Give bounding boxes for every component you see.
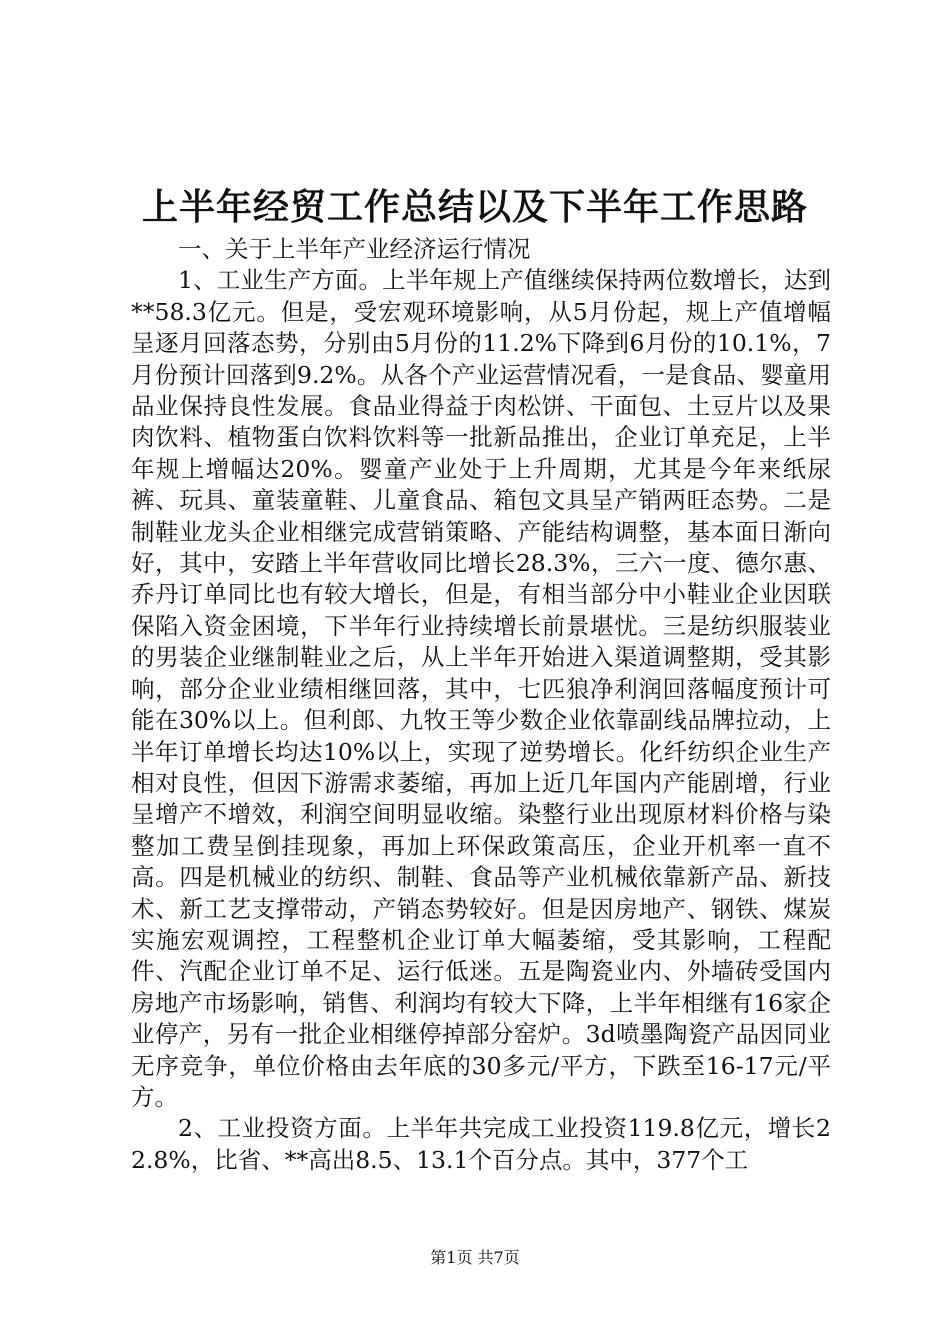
section-heading: 一、关于上半年产业经济运行情况: [178, 235, 531, 263]
paragraph-industrial-production: 1、工业生产方面。上半年规上产值继续保持两位数增长，达到**58.3亿元。但是，受宏观环境影响，从5月份起，规上产值增幅呈逐月回落态势，分别由5月份的11.2%下降到6月份的10.1%，7月份预计回落到9.2%。从各个产业运营情况看，一是食品、婴童用品业保持良性发展。食品业得益于肉松饼、干面包、土豆片以及果肉饮料、植物蛋白饮料饮料等一批新品推出，企业订单充足，上半年规上增幅达20%。婴童产业处于上升周期，尤其是今年来纸尿裤、玩具、童装童鞋、儿童食品、箱包文具呈产销两旺态势。二是制鞋业龙头企业相继完成营销策略、产能结构调整，基本面日渐向好，其中，安踏上半年营收同比增长28.3%，三六一度、德尔惠、乔丹订单同比也有较大增长，但是，有相当部分中小鞋业企业因联保陷入资金困境，下半年行业持续增长前景堪忧。三是纺织服装业的男装企业继制鞋业之后，从上半年开始进入渠道调整期，受其影响，部分企业业绩相继回落，其中，七匹狼净利润回落幅度预计可能在30%以上。但利郎、九牧王等少数企业依靠副线品牌拉动，上半年订单增长均达10%以上，实现了逆势增长。化纤纺织企业生产相对良性，但因下游需求萎缩，再加上近几年国内产能剧增，行业呈增产不增效，利润空间明显收缩。染整行业出现原材料价格与染整加工费呈倒挂现象，再加上环保政策高压，企业开机率一直不高。四是机械业的纺织、制鞋、食品等产业机械依靠新产品、新技术、新工艺支撑带动，产销态势较好。但是因房地产、钢铁、煤炭实施宏观调控，工程整机企业订单大幅萎缩，受其影响，工程配件、汽配企业订单不足、运行低迷。五是陶瓷业内、外墙砖受国内房地产市场影响，销售、利润均有较大下降，上半年相继有16家企业停产，另有一批企业相继停掉部分窑炉。3d喷墨陶瓷产品因同业无序竞争，单位价格由去年底的30多元/平方，下跌至16-17元/平方。: [131, 266, 831, 1111]
document-body: [131, 234, 831, 1176]
paragraph-industrial-investment: 2、工业投资方面。上半年共完成工业投资119.8亿元，增长22.8%，比省、**高出8.5、13.1个百分点。其中，377个工: [131, 1114, 831, 1174]
document-title: 上半年经贸工作总结以及下半年工作思路: [141, 187, 808, 228]
page-number: 第1页 共7页: [430, 1248, 520, 1267]
